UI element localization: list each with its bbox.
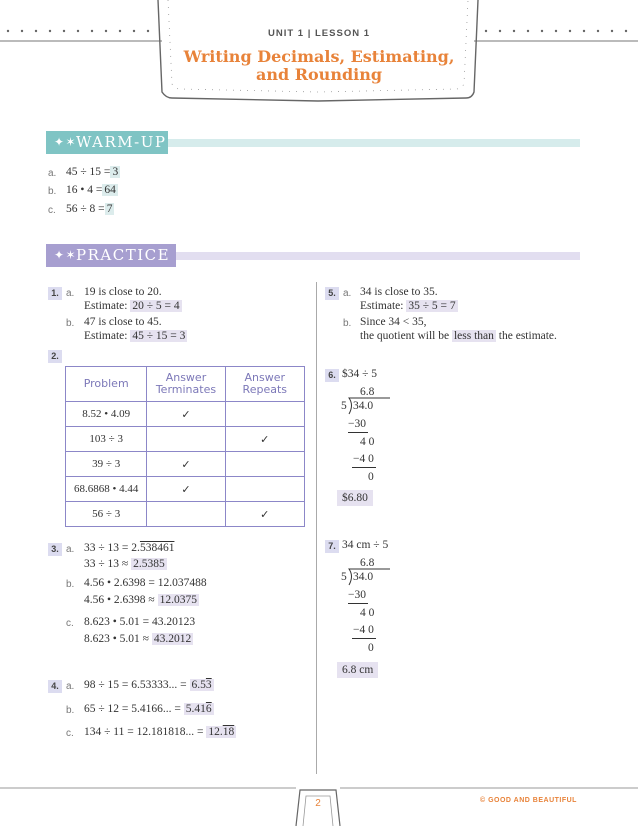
item-letter: c. bbox=[66, 728, 74, 739]
check-icon: ✓ bbox=[225, 427, 304, 452]
check-icon: ✓ bbox=[147, 477, 225, 502]
expression: 4.56 • 2.6398 ≈ bbox=[84, 594, 155, 606]
answer: 20 ÷ 5 = 4 bbox=[132, 300, 180, 312]
answer: 3 bbox=[112, 166, 119, 178]
answer: less than bbox=[453, 330, 494, 342]
repeating-digits: 538461 bbox=[139, 542, 175, 554]
star-icon: ✦✶ bbox=[54, 135, 78, 149]
column-divider bbox=[316, 282, 317, 774]
divisor: 5 bbox=[341, 571, 347, 583]
expression: 45 ÷ 15 = bbox=[66, 166, 111, 178]
problem-number: 7. bbox=[325, 540, 339, 553]
dividend: 34.0 bbox=[353, 400, 374, 412]
expression: 98 ÷ 15 = 6.53333... = bbox=[84, 679, 187, 691]
text-line: 4.56 • 2.6398 = 12.037488 bbox=[84, 577, 207, 589]
page-number: 2 bbox=[315, 798, 321, 809]
expression: 8.623 • 5.01 ≈ bbox=[84, 633, 149, 645]
brand-label: © GOOD AND BEAUTIFUL bbox=[480, 797, 577, 804]
answer-digits: 6.5 bbox=[191, 679, 206, 691]
label: Estimate: bbox=[360, 300, 404, 312]
text-line bbox=[84, 633, 193, 645]
problem-number: 3. bbox=[48, 543, 62, 556]
label: Estimate: bbox=[84, 330, 128, 342]
problem-text: $34 ÷ 5 bbox=[342, 368, 378, 380]
quotient: 6.8 bbox=[360, 557, 375, 569]
item-letter: a. bbox=[343, 288, 352, 299]
item-letter: b. bbox=[48, 186, 57, 197]
answer: 35 ÷ 5 = 7 bbox=[408, 300, 456, 312]
text-line bbox=[360, 330, 557, 342]
text-line: Since 34 < 35, bbox=[360, 316, 427, 328]
text: the quotient will be bbox=[360, 330, 450, 342]
star-icon: ✦✶ bbox=[54, 248, 78, 262]
lesson-label: UNIT 1 | LESSON 1 bbox=[267, 28, 370, 39]
problem-number: 1. bbox=[48, 287, 62, 300]
text: the estimate. bbox=[498, 330, 557, 342]
repeating-digits: 18 bbox=[222, 726, 235, 738]
text-line: 8.623 • 5.01 = 43.20123 bbox=[84, 616, 196, 628]
item-letter: b. bbox=[343, 318, 352, 329]
repeating-digits: 6 bbox=[205, 703, 212, 715]
table-row bbox=[66, 427, 305, 452]
step: −30 bbox=[348, 418, 366, 430]
warmup-item-a bbox=[66, 166, 120, 178]
step: 4 0 bbox=[360, 436, 375, 448]
check-icon bbox=[225, 452, 304, 477]
item-letter: a. bbox=[66, 288, 75, 299]
text-line bbox=[84, 726, 236, 738]
item-letter: b. bbox=[66, 705, 75, 716]
table-row bbox=[66, 402, 305, 427]
expression: 56 ÷ 8 = bbox=[66, 203, 105, 215]
warmup-banner bbox=[46, 131, 168, 154]
rule bbox=[348, 432, 368, 433]
answer-box: 6.8 cm bbox=[337, 662, 378, 678]
label: Estimate: bbox=[84, 300, 128, 312]
expression: 33 ÷ 13 ≈ bbox=[84, 558, 129, 570]
rule bbox=[352, 467, 376, 468]
table-row bbox=[66, 502, 305, 527]
quotient: 6.8 bbox=[360, 386, 375, 398]
text-line bbox=[84, 594, 199, 606]
item-letter: b. bbox=[66, 318, 75, 329]
warmup-item-b bbox=[66, 184, 118, 196]
cell-problem: 103 ÷ 3 bbox=[66, 427, 147, 452]
check-icon bbox=[147, 427, 225, 452]
expression: 134 ÷ 11 = 12.181818... = bbox=[84, 726, 204, 738]
cell-problem: 39 ÷ 3 bbox=[66, 452, 147, 477]
answer bbox=[190, 679, 214, 691]
answer-digits: 5.41 bbox=[185, 703, 206, 715]
check-icon: ✓ bbox=[147, 402, 225, 427]
rule bbox=[352, 638, 376, 639]
item-letter: c. bbox=[48, 205, 56, 216]
text-line: 19 is close to 20. bbox=[84, 286, 162, 298]
table-row bbox=[66, 452, 305, 477]
column-header: Answer Repeats bbox=[225, 367, 304, 402]
terminates-repeats-table bbox=[65, 366, 305, 527]
text-line: 34 is close to 35. bbox=[360, 286, 438, 298]
table-header-row bbox=[66, 367, 305, 402]
problem-number: 2. bbox=[48, 350, 62, 363]
practice-strip bbox=[160, 252, 580, 260]
warmup-item-c bbox=[66, 203, 114, 215]
expression: 65 ÷ 12 = 5.4166... = bbox=[84, 703, 181, 715]
answer: 45 ÷ 15 = 3 bbox=[132, 330, 186, 342]
answer: 64 bbox=[104, 184, 116, 196]
item-letter: a. bbox=[66, 681, 75, 692]
problem-number: 5. bbox=[325, 287, 339, 300]
step: −4 0 bbox=[353, 624, 374, 636]
check-icon bbox=[225, 477, 304, 502]
estimate-line bbox=[84, 300, 182, 312]
column-header: Answer Terminates bbox=[147, 367, 225, 402]
answer: 43.2012 bbox=[153, 633, 192, 645]
text-line bbox=[84, 558, 167, 570]
cell-problem: 68.6868 • 4.44 bbox=[66, 477, 147, 502]
warmup-strip bbox=[160, 139, 580, 147]
answer: 7 bbox=[106, 203, 113, 215]
step: 0 bbox=[368, 642, 374, 654]
table-row bbox=[66, 477, 305, 502]
problem-number: 4. bbox=[48, 680, 62, 693]
page-title bbox=[0, 48, 638, 84]
column-header: Problem bbox=[66, 367, 147, 402]
answer-digits: 12. bbox=[208, 726, 223, 738]
title-line-2: and Rounding bbox=[255, 65, 383, 84]
text-line bbox=[84, 679, 214, 691]
answer bbox=[206, 726, 236, 738]
title-line-1: Writing Decimals, Estimating, bbox=[183, 47, 455, 66]
answer bbox=[184, 703, 214, 715]
item-letter: b. bbox=[66, 579, 75, 590]
warmup-title: WARM-UP bbox=[76, 133, 167, 151]
expression: 33 ÷ 13 = 2. bbox=[84, 542, 140, 554]
repeating-digits: 3 bbox=[205, 679, 212, 691]
text-line bbox=[84, 703, 214, 715]
check-icon bbox=[147, 502, 225, 527]
step: 0 bbox=[368, 471, 374, 483]
answer-box: $6.80 bbox=[337, 490, 373, 506]
check-icon: ✓ bbox=[147, 452, 225, 477]
dividend: 34.0 bbox=[353, 571, 374, 583]
step: −30 bbox=[348, 589, 366, 601]
answer: 2.5385 bbox=[133, 558, 165, 570]
text-line bbox=[84, 542, 174, 554]
cell-problem: 56 ÷ 3 bbox=[66, 502, 147, 527]
estimate-line bbox=[84, 330, 187, 342]
item-letter: a. bbox=[48, 168, 57, 179]
cell-problem: 8.52 • 4.09 bbox=[66, 402, 147, 427]
practice-title: PRACTICE bbox=[76, 246, 171, 264]
check-icon bbox=[225, 402, 304, 427]
check-icon: ✓ bbox=[225, 502, 304, 527]
text-line: 47 is close to 45. bbox=[84, 316, 162, 328]
estimate-line bbox=[360, 300, 458, 312]
answer: 12.0375 bbox=[159, 594, 197, 606]
step: −4 0 bbox=[353, 453, 374, 465]
problem-text: 34 cm ÷ 5 bbox=[342, 539, 389, 551]
item-letter: c. bbox=[66, 618, 74, 629]
divisor: 5 bbox=[341, 400, 347, 412]
practice-banner bbox=[46, 244, 176, 267]
expression: 16 • 4 = bbox=[66, 184, 103, 196]
rule bbox=[348, 603, 368, 604]
problem-number: 6. bbox=[325, 369, 339, 382]
item-letter: a. bbox=[66, 544, 75, 555]
step: 4 0 bbox=[360, 607, 375, 619]
